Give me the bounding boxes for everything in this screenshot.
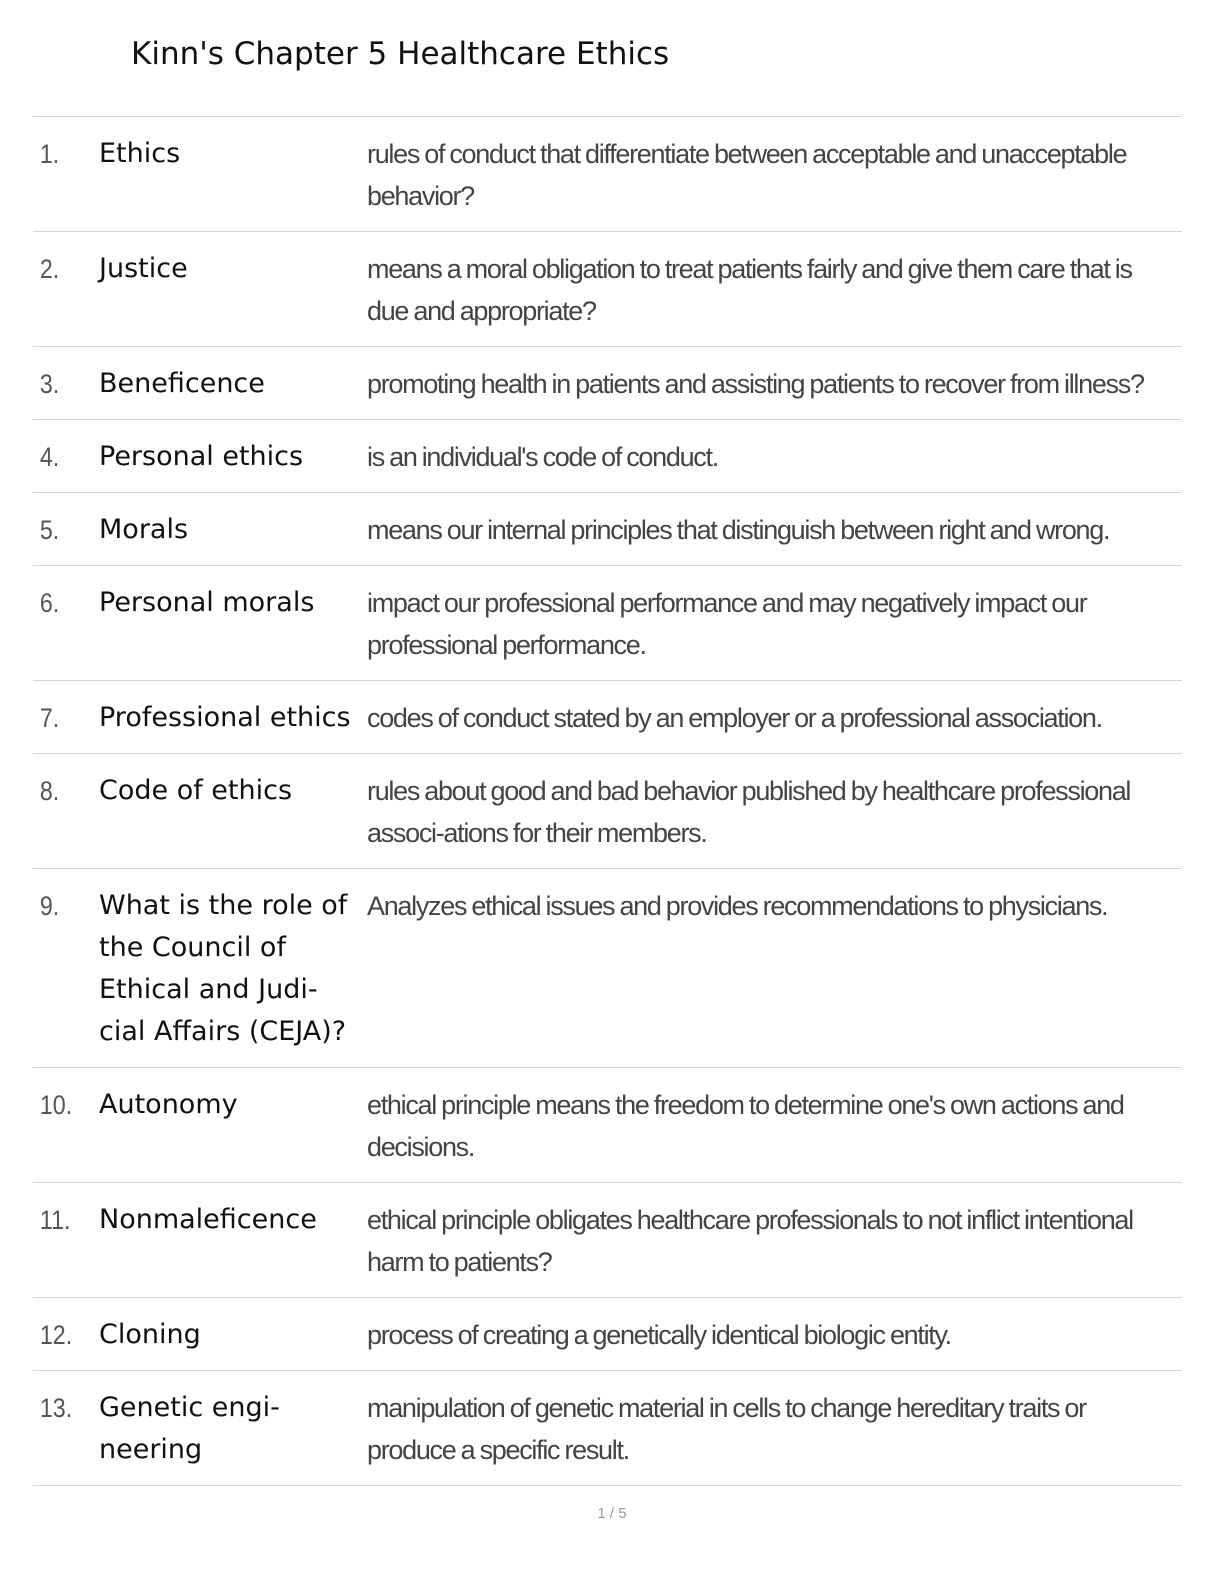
card-row bbox=[33, 117, 1182, 232]
card-term: Justice bbox=[99, 253, 188, 284]
card-definition: impact our professional performance and may negatively impact our professional performance. bbox=[367, 588, 1087, 660]
card-number: 9. bbox=[39, 891, 60, 921]
card-definition: rules about good and bad behavior published by healthcare professional associ-ations for their members. bbox=[367, 776, 1131, 848]
card-number: 13. bbox=[39, 1393, 73, 1423]
card-row bbox=[33, 347, 1182, 420]
card-row bbox=[33, 1298, 1182, 1371]
card-definition: means our internal principles that distinguish between right and wrong. bbox=[367, 515, 1110, 545]
card-row bbox=[33, 420, 1182, 493]
card-number: 4. bbox=[39, 442, 60, 472]
card-row bbox=[33, 1068, 1182, 1183]
card-row bbox=[33, 232, 1182, 347]
card-definition: Analyzes ethical issues and provides recommendations to physicians. bbox=[367, 891, 1108, 921]
card-number: 6. bbox=[39, 588, 60, 618]
card-term: Nonmaleficence bbox=[99, 1204, 317, 1235]
card-term: Ethics bbox=[99, 138, 181, 169]
card-number: 12. bbox=[39, 1320, 73, 1350]
card-row bbox=[33, 681, 1182, 754]
page-title: Kinn's Chapter 5 Healthcare Ethics bbox=[131, 36, 670, 72]
card-row bbox=[33, 566, 1182, 681]
card-term: What is the role of the Council of Ethical and Judi-cial Affairs (CEJA)? bbox=[99, 890, 348, 1047]
card-definition: means a moral obligation to treat patients fairly and give them care that is due and appropriate? bbox=[367, 254, 1132, 326]
card-term: Cloning bbox=[99, 1319, 201, 1350]
flashcard-list bbox=[33, 116, 1182, 1486]
card-number: 11. bbox=[39, 1205, 71, 1235]
card-definition: ethical principle obligates healthcare professionals to not inflict intentional harm to patients? bbox=[367, 1205, 1133, 1277]
card-definition: rules of conduct that differentiate between acceptable and unacceptable behavior? bbox=[367, 139, 1127, 211]
card-number: 2. bbox=[39, 254, 60, 284]
card-number: 10. bbox=[39, 1090, 73, 1120]
card-term: Genetic engi-neering bbox=[99, 1392, 280, 1465]
card-number: 5. bbox=[39, 515, 60, 545]
card-term: Beneficence bbox=[99, 368, 265, 399]
page-number: 1 / 5 bbox=[597, 1505, 627, 1522]
card-row bbox=[33, 493, 1182, 566]
card-term: Personal morals bbox=[99, 587, 315, 618]
card-term: Autonomy bbox=[99, 1089, 238, 1120]
card-definition: promoting health in patients and assisting patients to recover from illness? bbox=[367, 369, 1144, 399]
card-definition: codes of conduct stated by an employer or a professional association. bbox=[367, 703, 1102, 733]
card-term: Professional ethics bbox=[99, 702, 351, 733]
card-definition: process of creating a genetically identical biologic entity. bbox=[367, 1320, 951, 1350]
card-definition: is an individual's code of conduct. bbox=[367, 442, 718, 472]
card-row bbox=[33, 1183, 1182, 1298]
card-row bbox=[33, 869, 1182, 1068]
card-definition: manipulation of genetic material in cells to change hereditary traits or produce a specific result. bbox=[367, 1393, 1086, 1465]
card-number: 1. bbox=[39, 139, 60, 169]
card-number: 7. bbox=[39, 703, 60, 733]
card-number: 8. bbox=[39, 776, 60, 806]
card-row bbox=[33, 754, 1182, 869]
card-term: Personal ethics bbox=[99, 441, 304, 472]
card-row bbox=[33, 1371, 1182, 1486]
card-term: Morals bbox=[99, 514, 189, 545]
card-definition: ethical principle means the freedom to determine one's own actions and decisions. bbox=[367, 1090, 1124, 1162]
card-number: 3. bbox=[39, 369, 60, 399]
card-term: Code of ethics bbox=[99, 775, 293, 806]
